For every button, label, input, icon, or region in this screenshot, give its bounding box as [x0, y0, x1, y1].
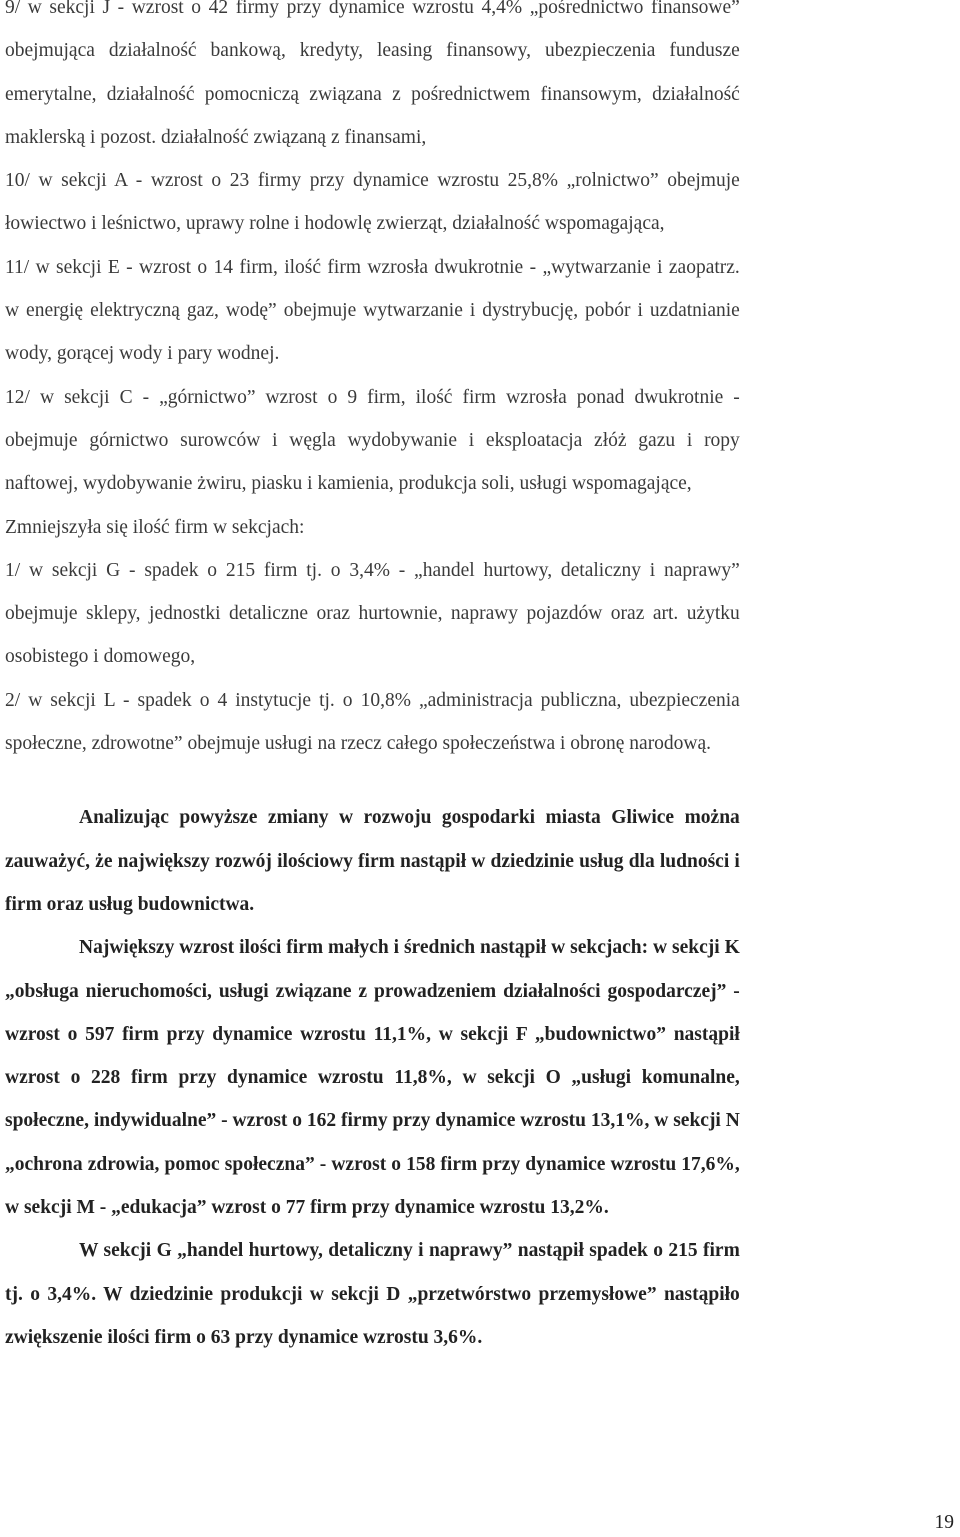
- decrease-item-2-line: 2/ w sekcji L - spadek o 4 instytucje tj. o 10,8% „administracja publiczna, ubezpieczenia: [5, 689, 740, 711]
- list-item-10-line: łowiectwo i leśnictwo, uprawy rolne i hodowlę zwierząt, działalność wspomagająca,: [5, 213, 665, 235]
- list-item-9: [5, 0, 740, 1359]
- list-item-12-line: naftowej, wydobywanie żwiru, piasku i kamienia, produkcja soli, usługi wspomagające,: [5, 473, 692, 495]
- text-line: wzrost o 228 firm przy dynamice wzrostu 11,8%, w sekcji O „usługi komunalne,: [5, 1067, 740, 1089]
- text-line: Analizując powyższe zmiany w rozwoju gospodarki miasta Gliwice można: [79, 807, 740, 829]
- text-line: społeczne, indywidualne” - wzrost o 162 firmy przy dynamice wzrostu 13,1%, w sekcji N: [5, 1110, 740, 1132]
- text-line: maklerską i pozost. działalność związaną z finansami,: [5, 126, 427, 148]
- decrease-heading: Zmniejszyła się ilość firm w sekcjach:: [5, 516, 305, 538]
- text-line: emerytalne, działalność pomocniczą związana z pośrednictwem finansowym, działalność: [5, 83, 740, 105]
- paragraph-gap: [5, 765, 740, 796]
- text-line: tj. o 3,4%. W dziedzinie produkcji w sekcji D „przetwórstwo przemysłowe” nastąpiło: [5, 1283, 740, 1305]
- summary-paragraph-3: [5, 1229, 740, 1359]
- text-line: obejmująca działalność bankową, kredyty, leasing finansowy, ubezpieczenia fundusze: [5, 40, 740, 62]
- text-line: firm oraz usług budownictwa.: [5, 893, 255, 915]
- text-line: „obsługa nieruchomości, usługi związane z prowadzeniem działalności gospodarczej” -: [5, 980, 740, 1002]
- list-item-12-line: 12/ w sekcji C - „górnictwo” wzrost o 9 firm, ilość firm wzrosła ponad dwukrotnie -: [5, 386, 740, 408]
- list-item-11-line: w energię elektryczną gaz, wodę” obejmuje wytwarzanie i dystrybucję, pobór i uzdatnianie: [5, 300, 740, 322]
- decrease-item-1-line: 1/ w sekcji G - spadek o 215 firm tj. o 3,4% - „handel hurtowy, detaliczny i naprawy”: [5, 559, 740, 581]
- text-line: zwiększenie ilości firm o 63 przy dynamice wzrostu 3,6%.: [5, 1326, 483, 1348]
- list-item-12-line: obejmuje górnictwo surowców i węgla wydobywanie i eksploatacja złóż gazu i ropy: [5, 429, 740, 451]
- page-number: 19: [934, 1512, 954, 1533]
- text-line: W sekcji G „handel hurtowy, detaliczny i naprawy” nastąpił spadek o 215 firm: [79, 1240, 740, 1262]
- text-line: w sekcji M - „edukacja” wzrost o 77 firm przy dynamice wzrostu 13,2%.: [5, 1197, 609, 1219]
- summary-paragraph-1: [5, 796, 740, 926]
- decrease-item-1-line: obejmuje sklepy, jednostki detaliczne oraz hurtownie, naprawy pojazdów oraz art. użytku: [5, 603, 740, 625]
- text-line: wzrost o 597 firm przy dynamice wzrostu 11,1%, w sekcji F „budownictwo” nastąpił: [5, 1023, 740, 1045]
- decrease-item-1-line: osobistego i domowego,: [5, 646, 196, 668]
- text-line: 9/ w sekcji J - wzrost o 42 firmy przy dynamice wzrostu 4,4% „pośrednictwo finansowe”: [5, 0, 740, 18]
- text-line: „ochrona zdrowia, pomoc społeczna” - wzrost o 158 firm przy dynamice wzrostu 17,6%,: [5, 1153, 740, 1175]
- list-item-11-line: wody, gorącej wody i pary wodnej.: [5, 343, 280, 365]
- text-line: Największy wzrost ilości firm małych i średnich nastąpił w sekcjach: w sekcji K: [79, 937, 740, 959]
- decrease-item-2-line: społeczne, zdrowotne” obejmuje usługi na rzecz całego społeczeństwa i obronę narodową.: [5, 733, 712, 755]
- text-line: zauważyć, że największy rozwój ilościowy firm nastąpił w dziedzinie usług dla ludności i: [5, 850, 740, 872]
- summary-paragraph-2: [5, 926, 740, 1229]
- list-item-11-line: 11/ w sekcji E - wzrost o 14 firm, ilość firm wzrosła dwukrotnie - „wytwarzanie i zaopatrz.: [5, 256, 740, 278]
- list-item-10-line: 10/ w sekcji A - wzrost o 23 firmy przy dynamice wzrostu 25,8% „rolnictwo” obejmuje: [5, 170, 740, 192]
